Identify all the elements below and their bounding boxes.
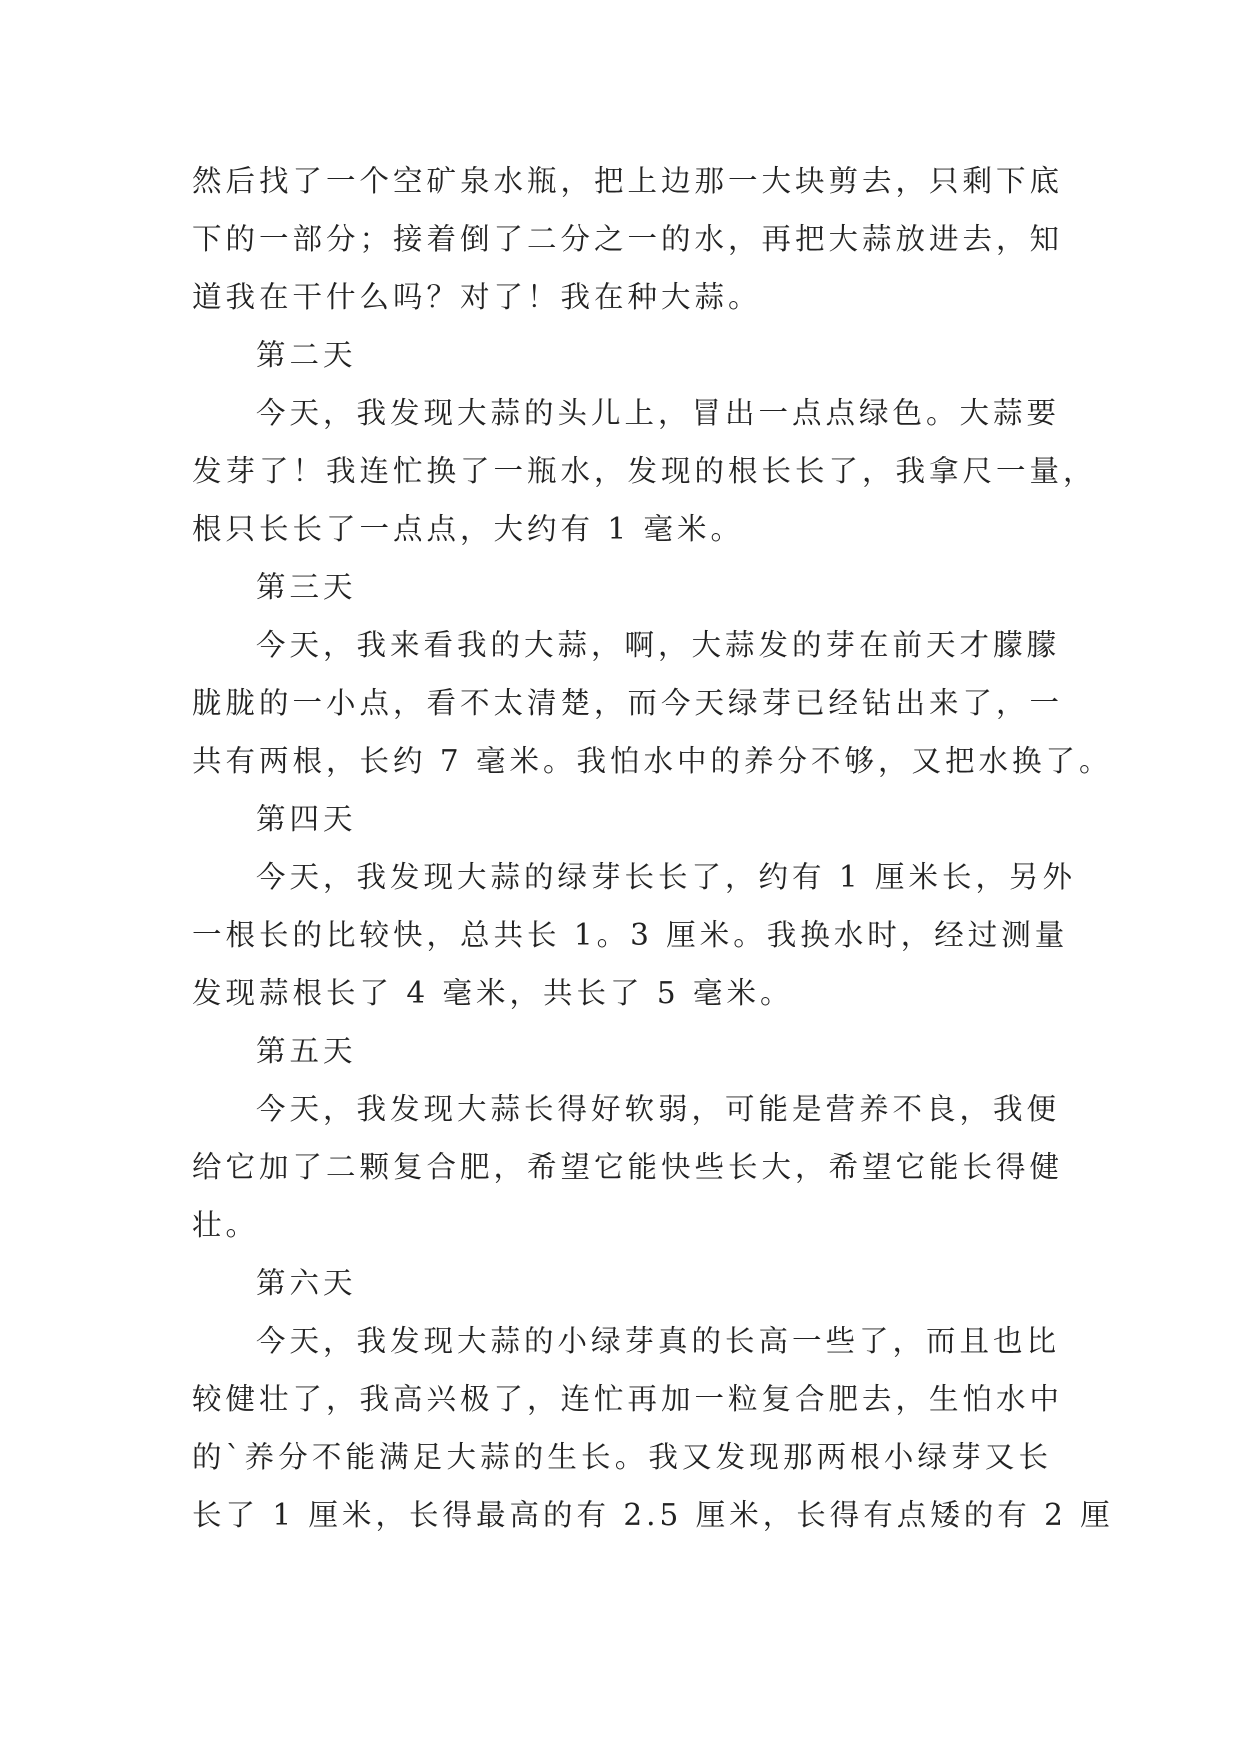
text-line-22: 较健壮了，我高兴极了，连忙再加一粒复合肥去，生怕水中 [192,1382,1064,1416]
text-line-13: 今天，我发现大蒜的绿芽长长了，约有 1 厘米长，另外 [256,860,1077,894]
text-line-15: 发现蒜根长了 4 毫米，共长了 5 毫米。 [192,976,794,1010]
diary-text [192,152,1114,1544]
text-line-17: 今天，我发现大蒜长得好软弱，可能是营养不良，我便 [256,1092,1061,1126]
text-line-11: 共有两根，长约 7 毫米。我怕水中的养分不够，又把水换了。 [192,744,1113,778]
day-heading-2: 第二天 [256,338,357,372]
text-line-1: 然后找了一个空矿泉水瓶，把上边那一大块剪去，只剩下底 [192,164,1064,198]
day-heading-6: 第六天 [256,1266,357,1300]
text-line-9: 今天，我来看我的大蒜，啊，大蒜发的芽在前天才朦朦 [256,628,1061,662]
text-line-6: 发芽了！我连忙换了一瓶水，发现的根长长了，我拿尺一量， [192,454,1097,488]
text-line-10: 胧胧的一小点，看不太清楚，而今天绿芽已经钻出来了，一 [192,686,1064,720]
text-line-3: 道我在干什么吗？对了！我在种大蒜。 [192,280,762,314]
text-line-7: 根只长长了一点点，大约有 1 毫米。 [192,512,745,546]
text-line-24: 长了 1 厘米，长得最高的有 2.5 厘米，长得有点矮的有 2 厘 [192,1498,1114,1532]
text-line-21: 今天，我发现大蒜的小绿芽真的长高一些了，而且也比 [256,1324,1061,1358]
day-heading-3: 第三天 [256,570,357,604]
text-line-5: 今天，我发现大蒜的头儿上，冒出一点点绿色。大蒜要 [256,396,1061,430]
text-line-18: 给它加了二颗复合肥，希望它能快些长大，希望它能长得健 [192,1150,1064,1184]
text-line-14: 一根长的比较快，总共长 1。3 厘米。我换水时，经过测量 [192,918,1069,952]
text-line-2: 下的一部分；接着倒了二分之一的水，再把大蒜放进去，知 [192,222,1064,256]
text-line-19: 壮。 [192,1208,260,1242]
text-line-23: 的`养分不能满足大蒜的生长。我又发现那两根小绿芽又长 [192,1440,1052,1474]
day-heading-5: 第五天 [256,1034,357,1068]
day-heading-4: 第四天 [256,802,357,836]
